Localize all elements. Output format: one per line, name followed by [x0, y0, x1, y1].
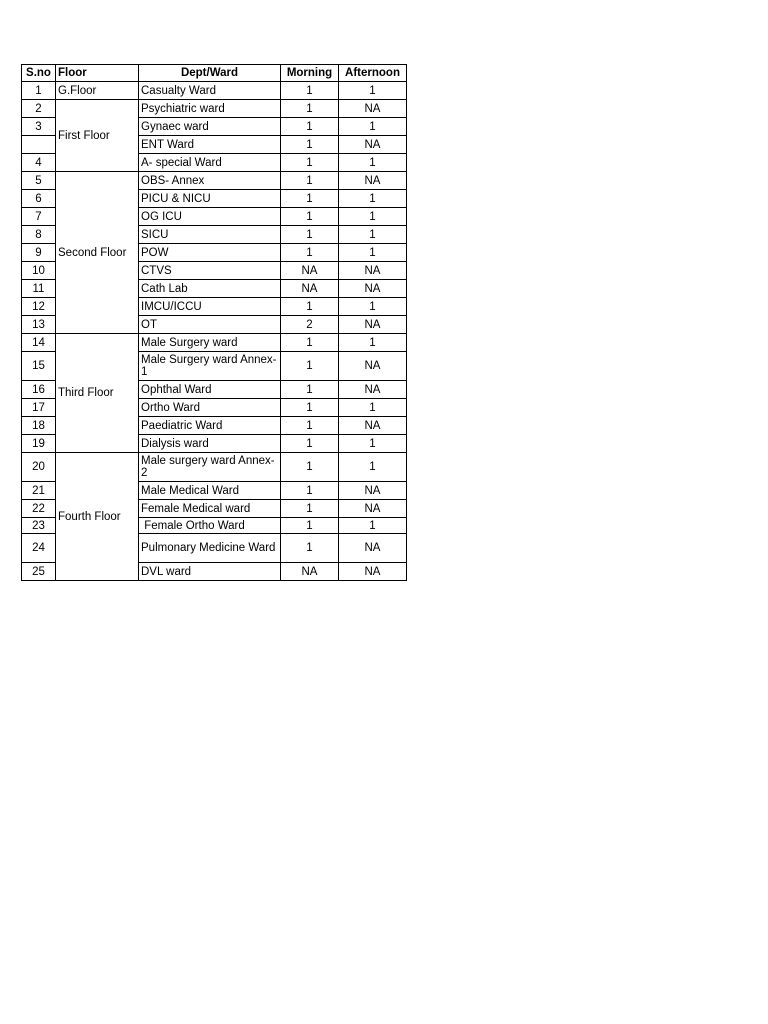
morning-cell: 1 [281, 518, 339, 534]
dept-cell: Male Surgery ward Annex- 1 [139, 352, 281, 381]
dept-cell: PICU & NICU [139, 190, 281, 208]
morning-cell: NA [281, 563, 339, 581]
morning-cell: 1 [281, 298, 339, 316]
sno-cell: 20 [22, 453, 56, 482]
dept-cell: Cath Lab [139, 280, 281, 298]
sno-cell: 11 [22, 280, 56, 298]
sno-cell: 10 [22, 262, 56, 280]
morning-cell: 2 [281, 316, 339, 334]
sno-cell: 9 [22, 244, 56, 262]
sno-cell: 17 [22, 399, 56, 417]
morning-cell: 1 [281, 534, 339, 563]
dept-cell: SICU [139, 226, 281, 244]
afternoon-cell: 1 [339, 399, 407, 417]
morning-cell: 1 [281, 500, 339, 518]
dept-cell: Female Ortho Ward [139, 518, 281, 534]
afternoon-cell: 1 [339, 334, 407, 352]
table-row [22, 100, 407, 118]
dept-cell: Male Medical Ward [139, 482, 281, 500]
morning-cell: 1 [281, 136, 339, 154]
ward-staffing-table [21, 64, 407, 581]
dept-cell: OG ICU [139, 208, 281, 226]
morning-cell: 1 [281, 190, 339, 208]
dept-cell: POW [139, 244, 281, 262]
afternoon-cell: 1 [339, 435, 407, 453]
dept-cell: Gynaec ward [139, 118, 281, 136]
dept-cell: Ophthal Ward [139, 381, 281, 399]
afternoon-cell: NA [339, 100, 407, 118]
afternoon-cell: NA [339, 417, 407, 435]
afternoon-cell: 1 [339, 118, 407, 136]
afternoon-cell: 1 [339, 208, 407, 226]
sno-cell: 1 [22, 82, 56, 100]
afternoon-cell: 1 [339, 244, 407, 262]
dept-cell: A- special Ward [139, 154, 281, 172]
afternoon-cell: NA [339, 381, 407, 399]
dept-cell: Dialysis ward [139, 435, 281, 453]
afternoon-cell: NA [339, 262, 407, 280]
morning-cell: 1 [281, 82, 339, 100]
dept-cell: DVL ward [139, 563, 281, 581]
table-row [22, 172, 407, 190]
sno-cell: 16 [22, 381, 56, 399]
floor-cell-g: G.Floor [56, 82, 139, 100]
sno-cell: 19 [22, 435, 56, 453]
morning-cell: 1 [281, 100, 339, 118]
sno-cell: 24 [22, 534, 56, 563]
sno-cell: 12 [22, 298, 56, 316]
table-row [22, 334, 407, 352]
morning-cell: 1 [281, 352, 339, 381]
sno-cell: 14 [22, 334, 56, 352]
afternoon-cell: NA [339, 500, 407, 518]
sno-cell: 4 [22, 154, 56, 172]
floor-header: Floor [56, 65, 139, 82]
sno-cell: 6 [22, 190, 56, 208]
sno-cell: 21 [22, 482, 56, 500]
morning-cell: 1 [281, 435, 339, 453]
floor-cell-first: First Floor [56, 100, 139, 172]
sno-cell: 13 [22, 316, 56, 334]
morning-cell: 1 [281, 453, 339, 482]
sno-cell: 18 [22, 417, 56, 435]
morning-cell: 1 [281, 154, 339, 172]
morning-cell: 1 [281, 399, 339, 417]
afternoon-cell: NA [339, 316, 407, 334]
morning-cell: 1 [281, 381, 339, 399]
morning-cell: 1 [281, 118, 339, 136]
morning-cell: 1 [281, 208, 339, 226]
sno-cell: 23 [22, 518, 56, 534]
morning-header: Morning [281, 65, 339, 82]
dept-cell: CTVS [139, 262, 281, 280]
afternoon-cell: 1 [339, 226, 407, 244]
dept-header: Dept/Ward [139, 65, 281, 82]
sno-cell: 8 [22, 226, 56, 244]
morning-cell: NA [281, 262, 339, 280]
afternoon-header: Afternoon [339, 65, 407, 82]
sno-cell: 22 [22, 500, 56, 518]
morning-cell: 1 [281, 334, 339, 352]
afternoon-cell: NA [339, 563, 407, 581]
sno-cell: 7 [22, 208, 56, 226]
morning-cell: 1 [281, 172, 339, 190]
morning-cell: 1 [281, 482, 339, 500]
sno-cell: 5 [22, 172, 56, 190]
morning-cell: 1 [281, 244, 339, 262]
afternoon-cell: NA [339, 172, 407, 190]
morning-cell: 1 [281, 226, 339, 244]
sno-header: S.no [22, 65, 56, 82]
dept-cell: OT [139, 316, 281, 334]
afternoon-cell: 1 [339, 298, 407, 316]
afternoon-cell: NA [339, 280, 407, 298]
afternoon-cell: 1 [339, 82, 407, 100]
dept-cell: ENT Ward [139, 136, 281, 154]
afternoon-cell: NA [339, 352, 407, 381]
afternoon-cell: 1 [339, 154, 407, 172]
floor-cell-second: Second Floor [56, 172, 139, 334]
floor-cell-fourth: Fourth Floor [56, 453, 139, 581]
sno-cell: 25 [22, 563, 56, 581]
dept-cell: Female Medical ward [139, 500, 281, 518]
dept-cell: Male surgery ward Annex-2 [139, 453, 281, 482]
dept-cell: IMCU/ICCU [139, 298, 281, 316]
floor-cell-third: Third Floor [56, 334, 139, 453]
table-row [22, 453, 407, 482]
sno-cell: 3 [22, 118, 56, 136]
afternoon-cell: 1 [339, 190, 407, 208]
afternoon-cell: 1 [339, 518, 407, 534]
morning-cell: NA [281, 280, 339, 298]
header-row [22, 65, 407, 82]
dept-cell: OBS- Annex [139, 172, 281, 190]
sno-cell [22, 136, 56, 154]
dept-cell: Casualty Ward [139, 82, 281, 100]
dept-cell: Paediatric Ward [139, 417, 281, 435]
table-row [22, 82, 407, 100]
sno-cell: 2 [22, 100, 56, 118]
sno-cell: 15 [22, 352, 56, 381]
afternoon-cell: NA [339, 136, 407, 154]
dept-cell: Pulmonary Medicine Ward [139, 534, 281, 563]
dept-cell: Male Surgery ward [139, 334, 281, 352]
afternoon-cell: 1 [339, 453, 407, 482]
morning-cell: 1 [281, 417, 339, 435]
afternoon-cell: NA [339, 534, 407, 563]
dept-cell: Psychiatric ward [139, 100, 281, 118]
afternoon-cell: NA [339, 482, 407, 500]
dept-cell: Ortho Ward [139, 399, 281, 417]
